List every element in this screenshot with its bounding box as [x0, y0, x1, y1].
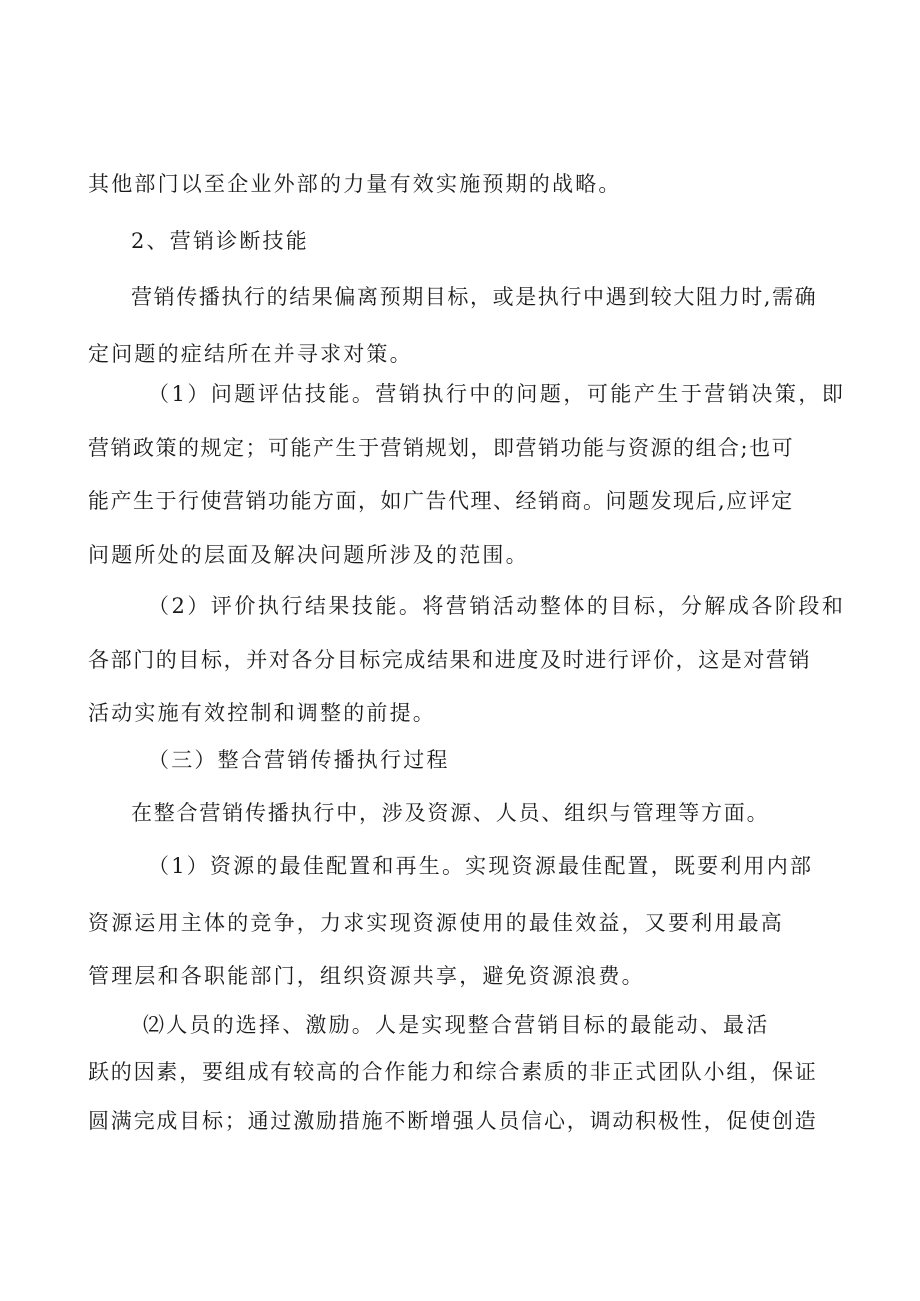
text-line: 资源运用主体的竞争，力求实现资源使用的最佳效益，又要利用最高	[88, 911, 784, 935]
text-line: 其他部门以至企业外部的力量有效实施预期的战略。	[88, 172, 622, 196]
text-line: （2）评价执行结果技能。将营销活动整体的目标，分解成各阶段和	[148, 594, 846, 618]
text-line: 跃的因素，要组成有较高的合作能力和综合素质的非正式团队小组，保证	[88, 1060, 818, 1084]
text-line: 营销政策的规定；可能产生于营销规划，即营销功能与资源的组合;也可	[88, 436, 795, 460]
text-line: （1）资源的最佳配置和再生。实现资源最佳配置，既要利用内部	[148, 854, 814, 878]
text-line: 活动实施有效控制和调整的前提。	[88, 701, 436, 725]
section-heading: （三）整合营销传播执行过程	[148, 748, 450, 772]
text-line: 圆满完成目标；通过激励措施不断增强人员信心，调动积极性，促使创造	[88, 1109, 818, 1133]
text-line: 问题所处的层面及解决问题所涉及的范围。	[88, 543, 529, 567]
text-line: 管理层和各职能部门，组织资源共享，避免资源浪费。	[88, 964, 645, 988]
text-line: 能产生于行使营销功能方面，如广告代理、经销商。问题发现后,应评定	[88, 489, 794, 513]
text-line: ⑵人员的选择、激励。人是实现整合营销目标的最能动、最活	[143, 1013, 770, 1037]
text-line: （1）问题评估技能。营销执行中的问题，可能产生于营销决策，即	[148, 382, 846, 406]
text-line: 定问题的症结所在并寻求对策。	[88, 342, 413, 366]
text-line: 在整合营销传播执行中，涉及资源、人员、组织与管理等方面。	[131, 801, 770, 825]
text-line: 营销传播执行的结果偏离预期目标，或是执行中遇到较大阻力时,需确	[131, 285, 818, 309]
text-line: 各部门的目标，并对各分目标完成结果和进度及时进行评价，这是对营销	[88, 648, 812, 672]
section-heading: 2、营销诊断技能	[131, 229, 309, 253]
